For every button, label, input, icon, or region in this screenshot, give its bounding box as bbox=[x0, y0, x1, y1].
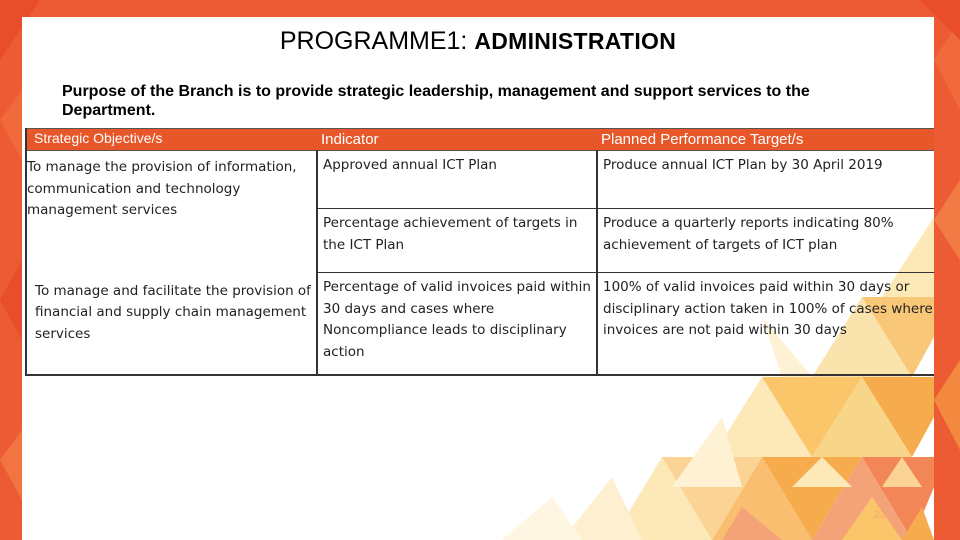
table-row bbox=[26, 273, 934, 376]
slide-title bbox=[22, 27, 934, 56]
page-number: 22 bbox=[874, 509, 887, 521]
title-main: ADMINISTRATION bbox=[474, 28, 677, 54]
header-indicator: Indicator bbox=[317, 129, 597, 151]
purpose-statement: Purpose of the Branch is to provide strategic leadership, management and support services to the Department. bbox=[62, 83, 810, 119]
target-cell: Produce annual ICT Plan by 30 April 2019 bbox=[603, 157, 883, 173]
table-header-row bbox=[26, 129, 934, 151]
target-cell: 100% of valid invoices paid within 30 days or disciplinary action taken in 100% of cases where invoices are not paid within 30 days bbox=[597, 273, 934, 376]
header-strategic-objectives: Strategic Objective/s bbox=[26, 129, 317, 151]
objective-cell: To manage and facilitate the provision of financial and supply chain management services bbox=[26, 273, 317, 376]
indicator-cell: Percentage of valid invoices paid within 30 days and cases where Noncompliance leads to disciplinary action bbox=[317, 273, 597, 376]
table-row bbox=[26, 151, 934, 209]
objectives-table bbox=[25, 128, 934, 376]
target-cell: Produce a quarterly reports indicating 80% achievement of targets of ICT plan bbox=[597, 209, 934, 273]
objective-cell: To manage the provision of information, communication and technology management services bbox=[26, 151, 317, 273]
title-prefix: PROGRAMME1: bbox=[279, 27, 475, 55]
indicator-cell: Approved annual ICT Plan bbox=[317, 151, 597, 209]
header-planned-target: Planned Performance Target/s bbox=[597, 129, 934, 151]
indicator-cell: Percentage achievement of targets in the ICT Plan bbox=[317, 209, 597, 273]
slide-content bbox=[22, 17, 934, 540]
